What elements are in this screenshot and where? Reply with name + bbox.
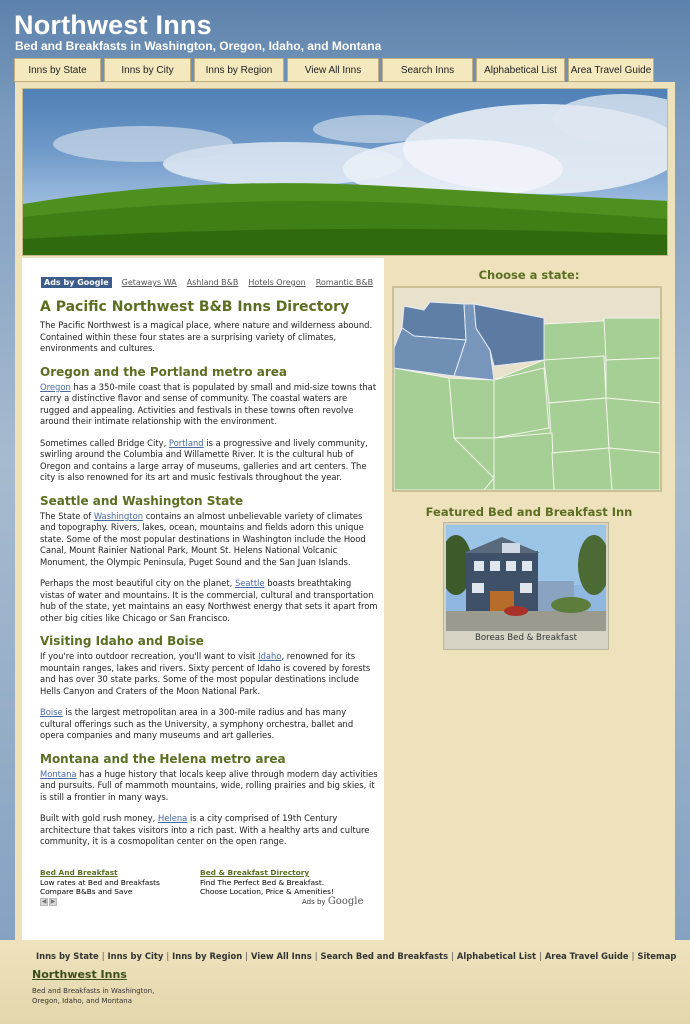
boise-link[interactable]: Boise [40, 707, 63, 717]
ad-link-hotels-oregon[interactable]: Hotels Oregon [248, 278, 306, 287]
oregon-paragraph [40, 382, 378, 428]
footer-link-sitemap[interactable]: Sitemap [637, 951, 677, 961]
footer-link-area-travel-guide[interactable]: Area Travel Guide [544, 951, 629, 961]
nav-tab-search-inns[interactable]: Search Inns [382, 58, 473, 82]
seattle-link[interactable]: Seattle [234, 578, 265, 588]
footer-separator: | [166, 951, 170, 961]
nav-tab-inns-by-region[interactable]: Inns by Region [194, 58, 284, 82]
ads-by-google-badge[interactable]: Ads by Google [41, 277, 112, 288]
portland-paragraph [40, 438, 378, 484]
state-nebraska-kansas[interactable] [606, 398, 660, 453]
washington-heading: Seattle and Washington State [40, 493, 244, 508]
footer-link-search[interactable]: Search Bed and Breakfasts [320, 951, 449, 961]
helena-text: is a city comprised of 19th Century architecture that takes visitors into a rich past. With a healthy arts and culture community, it is a cosmopolitan center on the open range. [40, 813, 370, 846]
footer-site-subtitle: Bed and Breakfasts in Washington, Oregon, Idaho, and Montana [32, 987, 155, 1005]
footer-link-inns-by-region[interactable]: Inns by Region [172, 951, 243, 961]
state-nevada[interactable] [449, 378, 494, 438]
ad-pager [40, 898, 57, 906]
helena-paragraph [40, 813, 378, 848]
nav-tab-inns-by-city[interactable]: Inns by City [104, 58, 191, 82]
featured-inn-caption[interactable]: Boreas Bed & Breakfast [475, 633, 577, 643]
featured-inn-scene [446, 525, 606, 631]
ad-link-romantic-bb[interactable]: Romantic B&B [315, 278, 374, 287]
idaho-link[interactable]: Idaho [258, 651, 282, 661]
footer-separator: | [539, 951, 542, 961]
footer-links [36, 951, 676, 961]
hero-scene [23, 89, 668, 256]
oregon-heading: Oregon and the Portland metro area [40, 364, 288, 379]
main-nav [14, 58, 670, 82]
content-column [22, 258, 384, 940]
ad-next-arrow-icon[interactable]: ▶ [50, 898, 56, 905]
footer-separator: | [451, 951, 454, 961]
footer-separator: | [314, 951, 318, 961]
seattle-pre: Perhaps the most beautiful city on the planet, [40, 578, 235, 588]
ad-text-2: Find The Perfect Bed & Breakfast. Choose Location, Price & Amenities! [200, 877, 334, 896]
intro-paragraph: The Pacific Northwest is a magical place, where nature and wilderness abound. Contained within these four states are a surprising variety of climates, environments and cultures. [40, 320, 373, 353]
footer-separator: | [245, 951, 248, 961]
featured-title: Featured Bed and Breakfast Inn [425, 505, 633, 519]
footer-separator: | [631, 951, 635, 961]
state-colorado[interactable] [549, 398, 609, 453]
boise-text: is the largest metropolitan area in a 300-mile radius and has many cultural offerings such as the University, a symphony orchestra, ballet and opera companies and many museums and art galleries. [40, 707, 354, 740]
montana-heading: Montana and the Helena metro area [40, 751, 286, 766]
footer-link-inns-by-city[interactable]: Inns by City [107, 951, 164, 961]
site-subtitle: Bed and Breakfasts in Washington, Oregon, Idaho, and Montana [15, 39, 382, 53]
footer-link-inns-by-state[interactable]: Inns by State [36, 951, 99, 961]
portland-link[interactable]: Portland [168, 437, 204, 448]
oregon-text: has a 350-mile coast that is populated by small and mid-size towns that carry a distinctive flavor and sense of community. The coastal waters are rugged and appealing. Activities and festivals in these towns often revolve around their intimate relationship with the environment. [40, 381, 377, 426]
seattle-paragraph [40, 578, 378, 624]
state-texas-oklahoma[interactable] [609, 448, 660, 490]
montana-paragraph [40, 769, 378, 804]
state-arizona[interactable] [494, 433, 554, 490]
nav-tab-inns-by-state[interactable]: Inns by State [14, 58, 101, 82]
nav-tab-view-all-inns[interactable]: View All Inns [287, 58, 379, 82]
ad-title-2[interactable]: Bed & Breakfast Directory [200, 868, 310, 877]
article [40, 299, 378, 858]
nav-tab-area-travel-guide[interactable]: Area Travel Guide [568, 58, 654, 82]
washington-pre: The State of [40, 510, 94, 521]
oregon-link[interactable]: Oregon [40, 381, 71, 392]
featured-inn-card[interactable] [443, 522, 609, 650]
ad-links-bar [41, 277, 373, 288]
montana-text: has a huge history that locals keep alive through modern day activities and pursuits. Full of mammoth mountains, wide, rolling prairies and big skies, it is still a frontier in many ways. [40, 768, 378, 802]
google-wordmark: Google [327, 896, 364, 907]
portland-text: is a progressive and lively community, swirling around the Columbia and Willamette River. It is the cultural hub of Oregon and contains a large array of museums, galleries and art centers. The city is also renowned for its art and music festivals throughout the year. [40, 437, 368, 482]
washington-link[interactable]: Washington [93, 510, 144, 521]
state-map-svg [394, 288, 660, 490]
ad-link-getaways-wa[interactable]: Getaways WA [121, 278, 177, 287]
state-new-mexico[interactable] [552, 448, 612, 490]
footer-link-alphabetical-list[interactable]: Alphabetical List [456, 951, 536, 961]
idaho-text: , renowned for its mountain ranges, lakes and rivers. Sixty percent of Idaho is covered by forests and has over 30 state parks. Some of the most popular destinations include Hells Canyon and Craters of the Moon National Park. [40, 651, 371, 696]
featured-inn-photo[interactable] [446, 525, 606, 631]
state-wyoming[interactable] [544, 356, 606, 403]
page-title: A Pacific Northwest B&B Inns Directory [40, 299, 350, 315]
ads-by-text: Ads by [302, 898, 326, 906]
helena-pre: Built with gold rush money, [40, 813, 158, 823]
ad-unit-2 [200, 868, 350, 897]
ad-title-1[interactable]: Bed And Breakfast [40, 868, 118, 877]
ads-by-google-label[interactable] [302, 896, 363, 907]
idaho-heading: Visiting Idaho and Boise [40, 634, 204, 648]
hero-landscape-image [22, 88, 668, 256]
footer-link-view-all-inns[interactable]: View All Inns [251, 951, 312, 961]
boise-paragraph [40, 707, 378, 742]
montana-link[interactable]: Montana [40, 768, 77, 779]
idaho-paragraph [40, 651, 378, 697]
site-title[interactable]: Northwest Inns [14, 10, 212, 40]
nav-tab-alphabetical-list[interactable]: Alphabetical List [476, 58, 565, 82]
washington-text: contains an almost unbelievable variety of climates and topography. Rivers, lakes, ocean, mountains and fields adorn this unique state. Some of the most popular destinations in Washington include the Hood Canal, Mount Rainier National Park, Mount St. Helens National Volcanic Monument, the Olympic Peninsula, Puget Sound and the San Juan Islands. [40, 510, 366, 567]
state-south-dakota[interactable] [606, 358, 660, 403]
ad-text-1: Low rates at Bed and Breakfasts Compare B&Bs and Save [40, 877, 160, 896]
helena-link[interactable]: Helena [157, 813, 188, 823]
state-utah[interactable] [494, 368, 549, 438]
washington-paragraph [40, 511, 378, 569]
idaho-pre: If you're into outdoor recreation, you'll want to visit [40, 651, 259, 661]
footer-site-title[interactable]: Northwest Inns [32, 968, 127, 981]
seattle-text: boasts breathtaking vistas of water and mountains. It is the commercial, cultural and transportation hub of the state, yet maintains an easy Northwest energy that sets it apart from other big cities like Chicago or San Francisco. [40, 578, 378, 623]
state-north-dakota[interactable] [604, 318, 660, 360]
state-map [392, 286, 662, 492]
ad-link-ashland-bb[interactable]: Ashland B&B [186, 278, 239, 287]
map-title: Choose a state: [478, 268, 580, 282]
ad-prev-arrow-icon[interactable]: ◀ [41, 898, 47, 905]
ad-unit-1 [40, 868, 190, 897]
portland-pre: Sometimes called Bridge City, [40, 437, 169, 448]
footer-separator: | [101, 951, 105, 961]
